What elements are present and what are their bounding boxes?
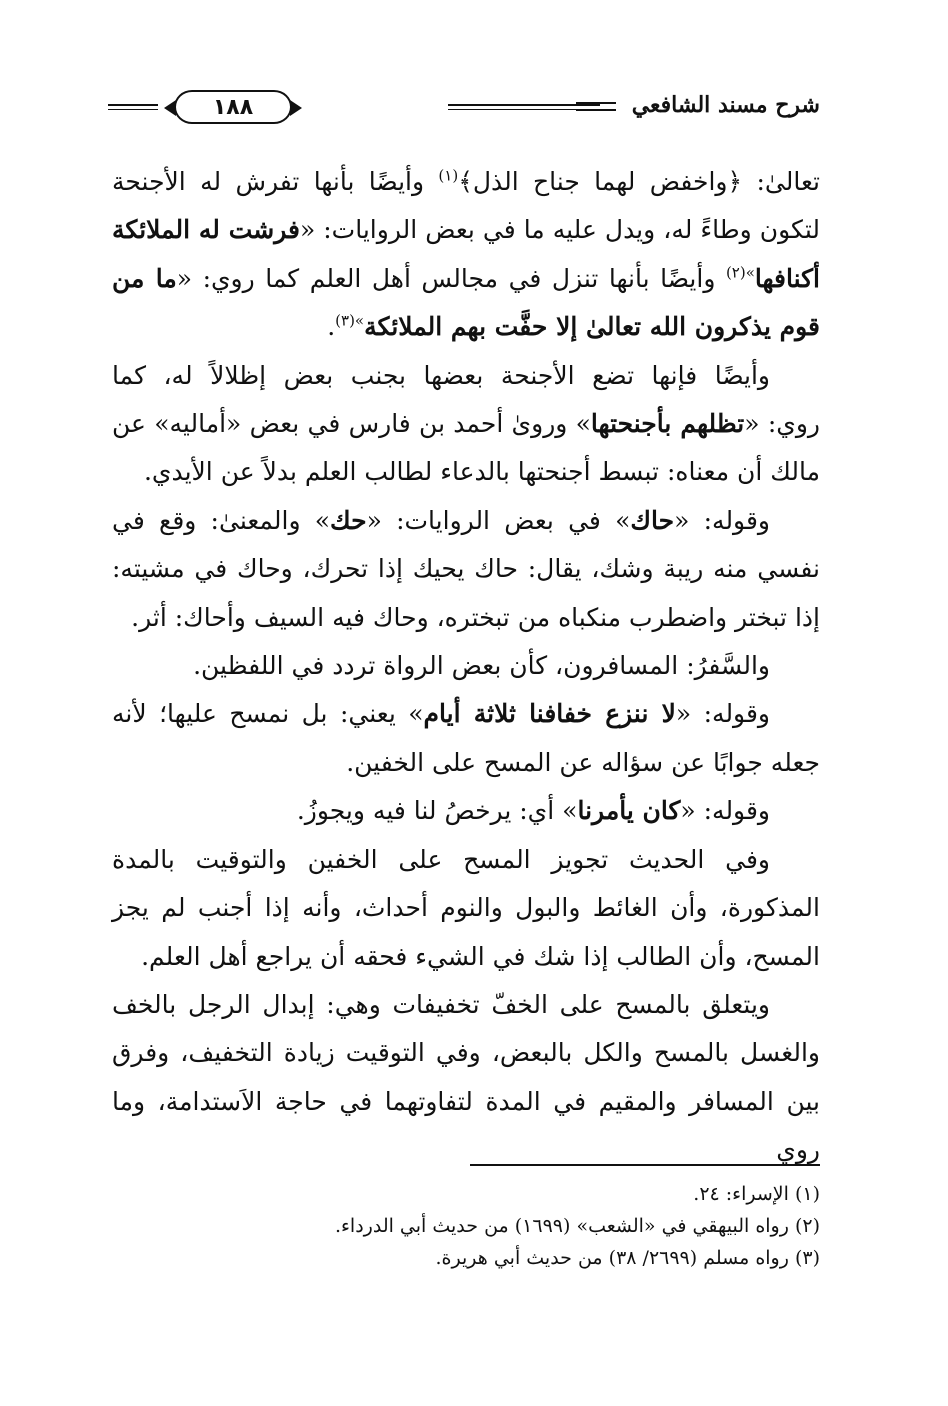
text-run: » أي: يرخصُ لنا فيه ويجوزُ. [296, 796, 578, 826]
text-line [112, 690, 820, 738]
page-number-badge [174, 90, 292, 124]
text-run: وفي الحديث تجويز المسح على الخفين والتوقيت بالمدة [112, 844, 770, 874]
footnote-2: (٢) رواه البيهقي في «الشعب» (١٦٩٩) من حديث أبي الدرداء. [334, 1215, 820, 1237]
text-line [112, 884, 820, 932]
page-number: ١٨٨ [212, 94, 254, 120]
text-line [112, 352, 820, 400]
text-run: لتكون وطاءً له، ويدل عليه ما في بعض الروايات: « [299, 215, 820, 245]
quoted-word: حاك [630, 505, 675, 535]
text-run: المسح، وأن الطالب إذا شك في الشيء فحقه أن يراجع أهل العلم. [141, 941, 820, 971]
text-run: المذكورة، وأن الغائط والبول والنوم أحداث، وأنه إذا أجنب لم يجز [112, 893, 820, 923]
text-line [112, 400, 820, 448]
text-line [112, 1029, 820, 1077]
text-run: وقوله: « [680, 796, 770, 826]
text-run: وأيضًا بأنها تنزل في مجالس أهل العلم كما روي: « [176, 263, 726, 293]
text-run: . [327, 312, 336, 342]
text-line [112, 787, 820, 835]
text-line [112, 933, 820, 981]
text-run: مالك أن معناه: تبسط أجنحتها بالدعاء لطالب العلم بدلاً عن الأيدي. [143, 457, 820, 487]
text-line [112, 642, 820, 690]
main-text [112, 158, 820, 1175]
quoted-hadith: أكنافها [754, 263, 820, 293]
text-run: بين المسافر والمقيم في المدة لتفاوتهما في حاجة الاَستدامة، وما روي [112, 1086, 820, 1165]
quoted-hadith: تظلهم بأجنحتها [590, 409, 745, 439]
text-line [112, 158, 820, 206]
text-line [112, 303, 820, 351]
quoted-hadith: فرشت له الملائكة [112, 215, 300, 245]
text-line [112, 255, 820, 303]
text-line [112, 836, 820, 884]
text-run: روي: « [744, 409, 820, 439]
text-run: وأيضًا بأنها تفرش له الأجنحة [112, 167, 439, 196]
footnote-ref: »(٢) [725, 263, 755, 282]
text-run: » وروىٰ أحمد بن فارس في بعض «أماليه» عن [112, 409, 591, 439]
footnotes [112, 1178, 820, 1274]
quoted-hadith: قوم يذكرون الله تعالىٰ إلا حفَّت بهم الملائكة [364, 312, 820, 342]
footnote-ref: »(٣) [335, 311, 365, 330]
text-line [112, 448, 820, 496]
quoted-hadith: ما من [112, 263, 177, 293]
text-line [112, 739, 820, 787]
text-run: ويتعلق بالمسح على الخفّ تخفيفات وهي: إبدال الرجل بالخف [112, 989, 770, 1019]
text-line [112, 981, 820, 1029]
text-line [112, 206, 820, 254]
text-run: وقوله: « [674, 505, 770, 535]
text-run: » والمعنىٰ: وقع في [112, 505, 331, 535]
header-rule-left [108, 104, 158, 110]
quoted-hadith: لا ننزع خفافنا ثلاثة أيام [423, 699, 676, 729]
running-head [576, 92, 820, 118]
footnote-ref: (١) [438, 166, 459, 185]
text-line [112, 1078, 820, 1175]
quoted-word: حك [330, 505, 367, 535]
running-head-text: شرح مسند الشافعي [631, 92, 820, 118]
text-run: وقوله: « [675, 699, 770, 729]
text-run: » في بعض الروايات: « [366, 505, 631, 535]
text-run: نفسي منه ريبة وشك، يقال: حاك يحيك إذا تحرك، وحاك في مشيته: [112, 554, 820, 584]
footnote-3: (٣) رواه مسلم (٢٦٩٩/ ٣٨) من حديث أبي هريرة. [435, 1247, 820, 1269]
text-run: » يعني: بل نمسح عليها؛ لأنه [112, 699, 424, 729]
text-run: والسَّفرُ: المسافرون، كأن بعض الرواة تردد في اللفظين. [193, 651, 770, 681]
text-line [112, 594, 820, 642]
text-line [112, 545, 820, 593]
text-run: وأيضًا فإنها تضع الأجنحة بعضها بجنب بعض إظلالاً له، كما [112, 360, 770, 390]
text-run: والغسل بالمسح والكل بالبعض، وفي التوقيت زيادة التخفيف، وفرق [112, 1038, 820, 1068]
footnote-1: (١) الإسراء: ٢٤. [693, 1183, 820, 1205]
text-line [112, 497, 820, 545]
text-run: تعالىٰ: ﴿واخفض لهما جناح الذل﴾ [458, 167, 820, 196]
text-run: إذا تبختر واضطرب منكباه من تبختره، وحاك فيه السيف وأحاك: أثر. [131, 602, 820, 632]
quoted-hadith: كان يأمرنا [577, 796, 681, 826]
text-run: جعله جوابًا عن سؤاله عن المسح على الخفين. [346, 747, 820, 777]
footnote-rule [470, 1164, 820, 1166]
page-header [108, 88, 820, 128]
